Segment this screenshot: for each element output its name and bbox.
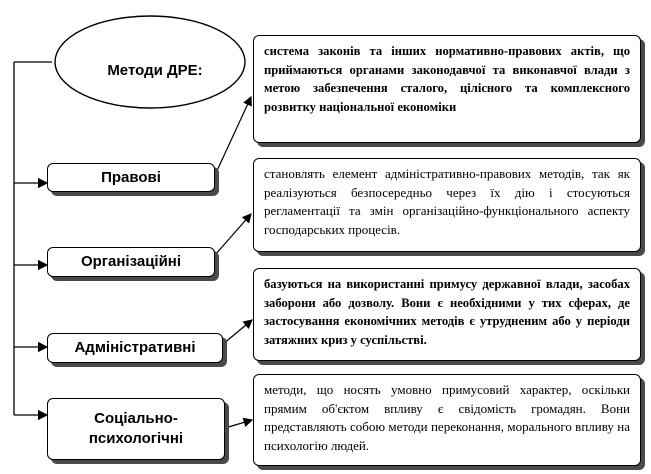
- desc-organizational-box: [253, 158, 641, 252]
- link-organizational-desc: [215, 214, 251, 255]
- link-socio-psychological-desc: [225, 420, 252, 428]
- method-administrative-label: Адміністративні: [47, 333, 223, 363]
- method-organizational-label: Організаційні: [47, 247, 215, 277]
- method-socio-psychological-box: [47, 398, 225, 460]
- method-administrative-box: [47, 333, 223, 363]
- desc-legal-text: система законів та інших нормативно-правових актів, що приймаються органами законодавчої та виконавчої влади з метою забезпечення сталого, цілісного та комплексного розвитку національної економіки: [264, 44, 630, 114]
- desc-legal-box: [253, 35, 641, 143]
- method-organizational-box: [47, 247, 215, 277]
- desc-administrative-box: [253, 268, 641, 361]
- method-legal-label: Правові: [47, 163, 215, 192]
- desc-socio-psychological-box: [253, 374, 641, 466]
- desc-socio-psychological-text: методи, що носять умовно примусовий характер, оскільки прямим об'єктом впливу є свідомість громадян. Вони представляють собою методи переконання, морального впливу на психологію людей.: [264, 382, 630, 453]
- root-ellipse: [50, 10, 247, 110]
- desc-administrative-text: базуються на використанні примусу державної влади, засобах заборони або дозволу. Вони є необхідними у тих сферах, де застосування економічних методів є утрудненим або у періоди затяжних криз у суспільстві.: [264, 277, 630, 347]
- method-socio-psychological-label-line1: Соціально-: [94, 410, 178, 427]
- method-socio-psychological-label: [47, 398, 225, 460]
- desc-organizational-text: становлять елемент адміністративно-правових методів, так як реалізуються безпосередньо через їх дію і стосуються регламентації та змін організаційно-функціонального аспекту господарських процесів.: [264, 166, 630, 237]
- root-label: Методи ДРЕ:: [107, 62, 203, 79]
- link-administrative-desc: [223, 320, 252, 344]
- method-legal-box: [47, 163, 215, 192]
- method-socio-psychological-label-line2: психологічні: [88, 430, 184, 447]
